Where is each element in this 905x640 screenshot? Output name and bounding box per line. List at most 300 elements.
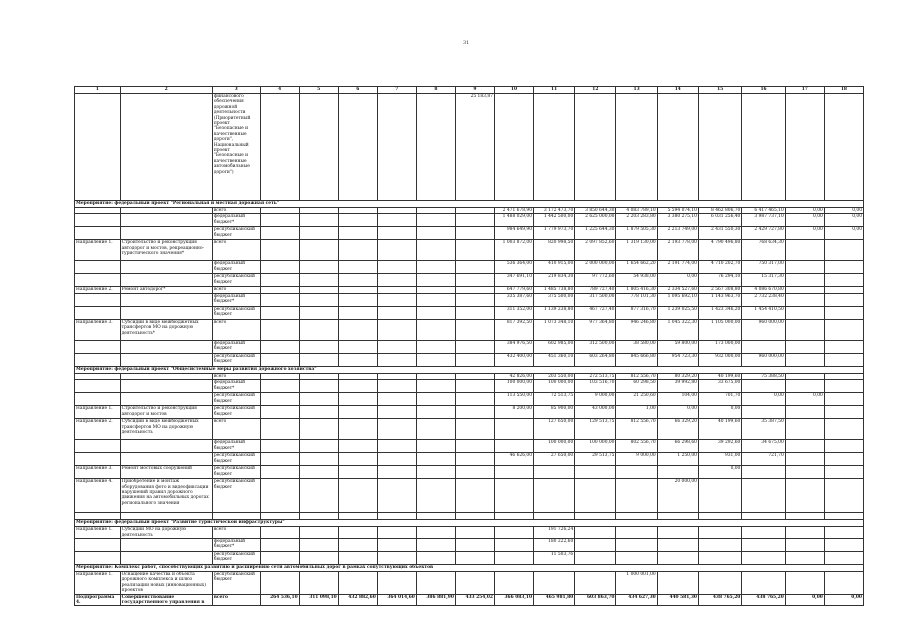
- amount-cell: [657, 466, 698, 479]
- amount-cell: [785, 552, 824, 565]
- amount-cell: 812 556,70: [616, 373, 657, 379]
- amount-cell: 984 649,90: [494, 227, 533, 240]
- amount-cell: 817 392,50: [494, 319, 533, 340]
- amount-cell: 264 536,10: [260, 594, 299, 606]
- direction-cell: [75, 380, 121, 393]
- amount-cell: 0,00: [824, 208, 863, 214]
- amount-cell: 15 317,30: [742, 274, 785, 287]
- amount-cell: [299, 513, 338, 520]
- description-cell: [120, 513, 212, 520]
- amount-cell: [785, 293, 824, 306]
- amount-cell: 789 727,40: [575, 287, 616, 293]
- amount-cell: 451 360,10: [534, 353, 575, 366]
- amount-cell: [416, 479, 455, 513]
- amount-cell: 103 516,70: [575, 380, 616, 393]
- amount-cell: [698, 539, 741, 552]
- amount-cell: 0,00: [698, 406, 741, 419]
- amount-cell: 931,00: [698, 453, 741, 466]
- column-number: 14: [657, 87, 698, 94]
- amount-cell: 386 881,90: [416, 594, 455, 606]
- amount-cell: 29 513,75: [575, 453, 616, 466]
- amount-cell: [260, 406, 299, 419]
- direction-cell: Направление 2.: [75, 419, 121, 440]
- table-row: [75, 306, 864, 319]
- amount-cell: [575, 479, 616, 513]
- column-number: 13: [616, 87, 657, 94]
- funding-source-cell: республиканский бюджет: [212, 466, 260, 479]
- amount-cell: 191 726,24: [534, 527, 575, 539]
- direction-cell: Подпрограмма 4.: [75, 594, 121, 606]
- amount-cell: [299, 94, 338, 201]
- amount-cell: [824, 340, 863, 353]
- funding-source-cell: федеральный бюджет: [212, 261, 260, 274]
- amount-cell: 317 500,00: [575, 293, 616, 306]
- amount-cell: [338, 406, 377, 419]
- amount-cell: [455, 440, 494, 453]
- amount-cell: 438 765,20: [698, 594, 741, 606]
- amount-cell: [260, 274, 299, 287]
- amount-cell: [416, 419, 455, 440]
- amount-cell: [698, 513, 741, 520]
- amount-cell: 1 139 238,80: [534, 306, 575, 319]
- amount-cell: [338, 240, 377, 261]
- amount-cell: 1 485 738,80: [534, 287, 575, 293]
- amount-cell: 100 000,00: [494, 380, 533, 393]
- amount-cell: [824, 479, 863, 513]
- amount-cell: 347 691,10: [494, 274, 533, 287]
- amount-cell: [377, 240, 416, 261]
- amount-cell: [616, 466, 657, 479]
- amount-cell: [260, 453, 299, 466]
- funding-source-cell: республиканский бюджет: [212, 479, 260, 513]
- amount-cell: [742, 539, 785, 552]
- amount-cell: [785, 406, 824, 419]
- amount-cell: [416, 227, 455, 240]
- amount-cell: 66 298,60: [657, 440, 698, 453]
- section-title: Мероприятие: Комплекс работ, способствующих развитию и расширению сети автомобильных дорог в рамках сопутствующих объектов: [75, 565, 864, 572]
- description-cell: [120, 261, 212, 274]
- direction-cell: Направление 4.: [75, 479, 121, 513]
- table-row: [75, 393, 864, 406]
- direction-cell: [75, 340, 121, 353]
- section-row: [75, 565, 864, 572]
- amount-cell: 820 998,50: [534, 240, 575, 261]
- amount-cell: 0,00: [785, 208, 824, 214]
- amount-cell: [824, 527, 863, 539]
- amount-cell: [299, 319, 338, 340]
- amount-cell: 335 387,60: [494, 293, 533, 306]
- direction-cell: [75, 214, 121, 227]
- amount-cell: 3 987 737,10: [742, 214, 785, 227]
- amount-cell: [416, 319, 455, 340]
- table-row: [75, 353, 864, 366]
- description-cell: Строительство и реконструкция автодорог и мостов: [120, 406, 212, 419]
- amount-cell: 6 417 465,10: [742, 208, 785, 214]
- funding-source-cell: всего: [212, 208, 260, 214]
- amount-cell: 946 246,80: [616, 319, 657, 340]
- amount-cell: [377, 274, 416, 287]
- amount-cell: 1 045 322,30: [657, 319, 698, 340]
- direction-cell: [75, 552, 121, 565]
- table-row: [75, 466, 864, 479]
- table-row: [75, 240, 864, 261]
- amount-cell: [377, 539, 416, 552]
- amount-cell: [299, 353, 338, 366]
- section-title: Мероприятие: федеральный проект "Региональная и местная дорожная сеть": [75, 201, 864, 208]
- amount-cell: [338, 419, 377, 440]
- amount-cell: [824, 274, 863, 287]
- amount-cell: [377, 406, 416, 419]
- funding-source-cell: федеральный бюджет: [212, 340, 260, 353]
- amount-cell: [299, 539, 338, 552]
- amount-cell: [260, 380, 299, 393]
- amount-cell: [299, 406, 338, 419]
- amount-cell: [455, 393, 494, 406]
- amount-cell: 97 772,60: [575, 274, 616, 287]
- amount-cell: 8 200,00: [494, 406, 533, 419]
- table-row: [75, 94, 864, 201]
- amount-cell: [416, 440, 455, 453]
- amount-cell: 311 352,00: [494, 306, 533, 319]
- amount-cell: [616, 513, 657, 520]
- amount-cell: [575, 572, 616, 595]
- amount-cell: 802 556,70: [616, 440, 657, 453]
- amount-cell: 2 334 527,60: [657, 287, 698, 293]
- amount-cell: [785, 527, 824, 539]
- funding-source-cell: республиканский бюджет: [212, 227, 260, 240]
- amount-cell: [338, 440, 377, 453]
- amount-cell: 701,70: [698, 393, 741, 406]
- description-cell: [120, 306, 212, 319]
- table-row: [75, 572, 864, 595]
- description-cell: Ремонт мостовых сооружений: [120, 466, 212, 479]
- amount-cell: [824, 319, 863, 340]
- amount-cell: [338, 227, 377, 240]
- amount-cell: 104,00: [657, 393, 698, 406]
- amount-cell: 3 850 644,30: [575, 208, 616, 214]
- amount-cell: 4 083 789,10: [616, 208, 657, 214]
- amount-cell: [260, 572, 299, 595]
- amount-cell: [338, 306, 377, 319]
- amount-cell: [299, 419, 338, 440]
- amount-cell: 977 364,80: [575, 319, 616, 340]
- amount-cell: [338, 527, 377, 539]
- amount-cell: 0,00: [785, 393, 824, 406]
- amount-cell: [785, 306, 824, 319]
- amount-cell: [455, 306, 494, 319]
- amount-cell: [494, 527, 533, 539]
- amount-cell: [494, 419, 533, 440]
- amount-cell: [377, 419, 416, 440]
- funding-source-cell: всего: [212, 527, 260, 539]
- amount-cell: [785, 340, 824, 353]
- amount-cell: 1 143 963,70: [698, 293, 741, 306]
- amount-cell: [455, 466, 494, 479]
- amount-cell: 2 193 778,00: [657, 240, 698, 261]
- amount-cell: [338, 94, 377, 201]
- amount-cell: 1 003 872,00: [494, 240, 533, 261]
- amount-cell: [698, 94, 741, 201]
- amount-cell: [455, 513, 494, 520]
- direction-cell: Направление 1.: [75, 406, 121, 419]
- amount-cell: 4 086 670,80: [742, 287, 785, 293]
- funding-source-cell: федеральный бюджет*: [212, 293, 260, 306]
- amount-cell: [260, 513, 299, 520]
- amount-cell: 25 183,87: [455, 94, 494, 201]
- amount-cell: 20 000,00: [657, 479, 698, 513]
- amount-cell: 76 294,10: [698, 274, 741, 287]
- amount-cell: 2 203 283,80: [616, 214, 657, 227]
- amount-cell: [455, 419, 494, 440]
- amount-cell: [338, 393, 377, 406]
- funding-source-cell: [212, 513, 260, 520]
- amount-cell: [616, 479, 657, 513]
- description-cell: [120, 274, 212, 287]
- amount-cell: 100 000,00: [534, 440, 575, 453]
- section-title: Мероприятие: федеральный проект "Развитие туристической инфраструктуры": [75, 520, 864, 527]
- amount-cell: [494, 513, 533, 520]
- amount-cell: [575, 513, 616, 520]
- amount-cell: [455, 572, 494, 595]
- amount-cell: [416, 572, 455, 595]
- amount-cell: [416, 261, 455, 274]
- table-row: [75, 406, 864, 419]
- amount-cell: 311 098,10: [299, 594, 338, 606]
- funding-source-cell: всего: [212, 373, 260, 379]
- page-number: 31: [463, 40, 470, 46]
- amount-cell: [824, 552, 863, 565]
- amount-cell: 9 000,00: [575, 393, 616, 406]
- amount-cell: [260, 340, 299, 353]
- amount-cell: [575, 552, 616, 565]
- amount-cell: [416, 94, 455, 201]
- amount-cell: [698, 572, 741, 595]
- table-row: [75, 340, 864, 353]
- amount-cell: 384 976,50: [494, 340, 533, 353]
- amount-cell: 43 000,00: [575, 406, 616, 419]
- amount-cell: [416, 393, 455, 406]
- amount-cell: 1 442 500,00: [534, 214, 575, 227]
- section-title: Мероприятие: федеральный проект "Общесистемные меры развития дорожного хозяйства": [75, 366, 864, 373]
- amount-cell: [260, 552, 299, 565]
- amount-cell: 9 000,00: [616, 453, 657, 466]
- amount-cell: [338, 353, 377, 366]
- amount-cell: [416, 513, 455, 520]
- funding-source-cell: финансового обеспечения дорожной деятельности (Приоритетный проект "Безопасные и качественные дороги", Национальный проект "Безопасные и качественные автомобильные дороги"): [212, 94, 260, 201]
- amount-cell: [824, 94, 863, 201]
- direction-cell: [75, 306, 121, 319]
- amount-cell: [260, 261, 299, 274]
- amount-cell: [260, 539, 299, 552]
- direction-cell: Направление 1.: [75, 240, 121, 261]
- amount-cell: 8 462 806,70: [698, 208, 741, 214]
- amount-cell: [260, 240, 299, 261]
- amount-cell: [494, 479, 533, 513]
- amount-cell: 960 000,00: [742, 319, 785, 340]
- amount-cell: [785, 353, 824, 366]
- amount-cell: [534, 572, 575, 595]
- amount-cell: [785, 539, 824, 552]
- column-number: 8: [416, 87, 455, 94]
- amount-cell: [260, 466, 299, 479]
- amount-cell: 40 199,60: [698, 419, 741, 440]
- amount-cell: [698, 552, 741, 565]
- description-cell: Приобретение и монтаж оборудования фото и видеофиксации нарушений правил дорожного движения на автомобильных дорогах регионального значения: [120, 479, 212, 513]
- amount-cell: 2 431 550,30: [698, 227, 741, 240]
- amount-cell: 960 000,00: [742, 353, 785, 366]
- amount-cell: [824, 393, 863, 406]
- amount-cell: 66 329,20: [657, 419, 698, 440]
- funding-source-cell: республиканский бюджет: [212, 353, 260, 366]
- amount-cell: [377, 319, 416, 340]
- description-cell: Субсидии в виде межбюджетных трансфертов МО на дорожную деятельность*: [120, 319, 212, 340]
- column-number-row: [75, 87, 864, 94]
- column-number: 16: [742, 87, 785, 94]
- amount-cell: 39 292,60: [698, 440, 741, 453]
- description-cell: [120, 539, 212, 552]
- amount-cell: [338, 513, 377, 520]
- funding-source-cell: всего: [212, 240, 260, 261]
- description-cell: [120, 340, 212, 353]
- funding-source-cell: республиканский бюджет: [212, 453, 260, 466]
- section-row: [75, 366, 864, 373]
- direction-cell: [75, 393, 121, 406]
- amount-cell: [494, 94, 533, 201]
- amount-cell: [494, 572, 533, 595]
- amount-cell: [742, 340, 785, 353]
- amount-cell: [494, 539, 533, 552]
- amount-cell: [299, 440, 338, 453]
- amount-cell: [299, 340, 338, 353]
- amount-cell: [824, 513, 863, 520]
- amount-cell: 100 000,00: [534, 380, 575, 393]
- amount-cell: [455, 353, 494, 366]
- amount-cell: 1 779 973,70: [534, 227, 575, 240]
- funding-source-cell: республиканский бюджет: [212, 274, 260, 287]
- amount-cell: 272 513,75: [575, 373, 616, 379]
- amount-cell: [338, 539, 377, 552]
- amount-cell: [785, 479, 824, 513]
- description-cell: [120, 353, 212, 366]
- amount-cell: [416, 453, 455, 466]
- amount-cell: 85 900,00: [534, 406, 575, 419]
- amount-cell: 1 225 644,30: [575, 227, 616, 240]
- amount-cell: [657, 572, 698, 595]
- amount-cell: 6 031 256,40: [698, 214, 741, 227]
- amount-cell: 312 500,00: [575, 340, 616, 353]
- amount-cell: [455, 214, 494, 227]
- amount-cell: [742, 380, 785, 393]
- amount-cell: [377, 227, 416, 240]
- table-row: [75, 479, 864, 513]
- amount-cell: [575, 539, 616, 552]
- amount-cell: [824, 240, 863, 261]
- amount-cell: 2 732 238,40: [742, 293, 785, 306]
- amount-cell: [575, 466, 616, 479]
- amount-cell: [377, 466, 416, 479]
- amount-cell: [657, 513, 698, 520]
- column-number: 5: [299, 87, 338, 94]
- amount-cell: [299, 293, 338, 306]
- amount-cell: [534, 94, 575, 201]
- amount-cell: [299, 261, 338, 274]
- direction-cell: Направление 1.: [75, 572, 121, 595]
- amount-cell: 0,00: [824, 594, 863, 606]
- amount-cell: [338, 572, 377, 595]
- amount-cell: 778 101,30: [616, 293, 657, 306]
- amount-cell: 0,00: [657, 274, 698, 287]
- amount-cell: 1 239 025,50: [657, 306, 698, 319]
- funding-source-cell: федеральный бюджет*: [212, 440, 260, 453]
- description-cell: [120, 440, 212, 453]
- amount-cell: [338, 293, 377, 306]
- amount-cell: 59 800,00: [657, 340, 698, 353]
- amount-cell: [455, 319, 494, 340]
- amount-cell: [299, 572, 338, 595]
- amount-cell: [824, 453, 863, 466]
- amount-cell: 33 675,00: [698, 380, 741, 393]
- amount-cell: 21 250,60: [616, 393, 657, 406]
- amount-cell: [785, 319, 824, 340]
- amount-cell: 4 790 496,80: [698, 240, 741, 261]
- column-number: 3: [212, 87, 260, 94]
- amount-cell: [416, 466, 455, 479]
- amount-cell: [698, 527, 741, 539]
- amount-cell: 812 556,70: [616, 419, 657, 440]
- amount-cell: [785, 453, 824, 466]
- amount-cell: 46 626,00: [494, 453, 533, 466]
- amount-cell: [299, 453, 338, 466]
- amount-cell: [657, 552, 698, 565]
- description-cell: Субсидии МО на дорожную деятельность: [120, 527, 212, 539]
- amount-cell: [377, 393, 416, 406]
- table-row: [75, 552, 864, 565]
- description-cell: [120, 453, 212, 466]
- amount-cell: [377, 440, 416, 453]
- amount-cell: [299, 214, 338, 227]
- direction-cell: Направление 2.: [75, 287, 121, 293]
- amount-cell: [338, 261, 377, 274]
- table-row: [75, 214, 864, 227]
- amount-cell: [338, 380, 377, 393]
- description-cell: Субсидии в виде межбюджетных трансфертов МО на дорожную деятельность: [120, 419, 212, 440]
- amount-cell: 1 250,00: [657, 453, 698, 466]
- amount-cell: 38 580,00: [616, 340, 657, 353]
- column-number: 15: [698, 87, 741, 94]
- amount-cell: [616, 539, 657, 552]
- direction-cell: [75, 274, 121, 287]
- table-row: [75, 440, 864, 453]
- column-number: 11: [534, 87, 575, 94]
- amount-cell: 1,00: [616, 406, 657, 419]
- amount-cell: 1 654 662,20: [616, 261, 657, 274]
- amount-cell: 1 319 130,00: [616, 240, 657, 261]
- funding-source-cell: республиканский бюджет: [212, 572, 260, 595]
- description-cell: Оснащение качества и объекта дорожного комплекса и шлюз реализации новых (инновационных) проектов: [120, 572, 212, 595]
- amount-cell: [657, 94, 698, 201]
- amount-cell: 845 666,80: [616, 353, 657, 366]
- amount-cell: 467 727,40: [575, 306, 616, 319]
- amount-cell: [377, 479, 416, 513]
- description-cell: [120, 227, 212, 240]
- amount-cell: 72 513,75: [534, 393, 575, 406]
- table-row: [75, 319, 864, 340]
- amount-cell: 219 834,30: [534, 274, 575, 287]
- amount-cell: [785, 466, 824, 479]
- budget-table: [74, 86, 864, 606]
- amount-cell: [338, 274, 377, 287]
- amount-cell: [338, 340, 377, 353]
